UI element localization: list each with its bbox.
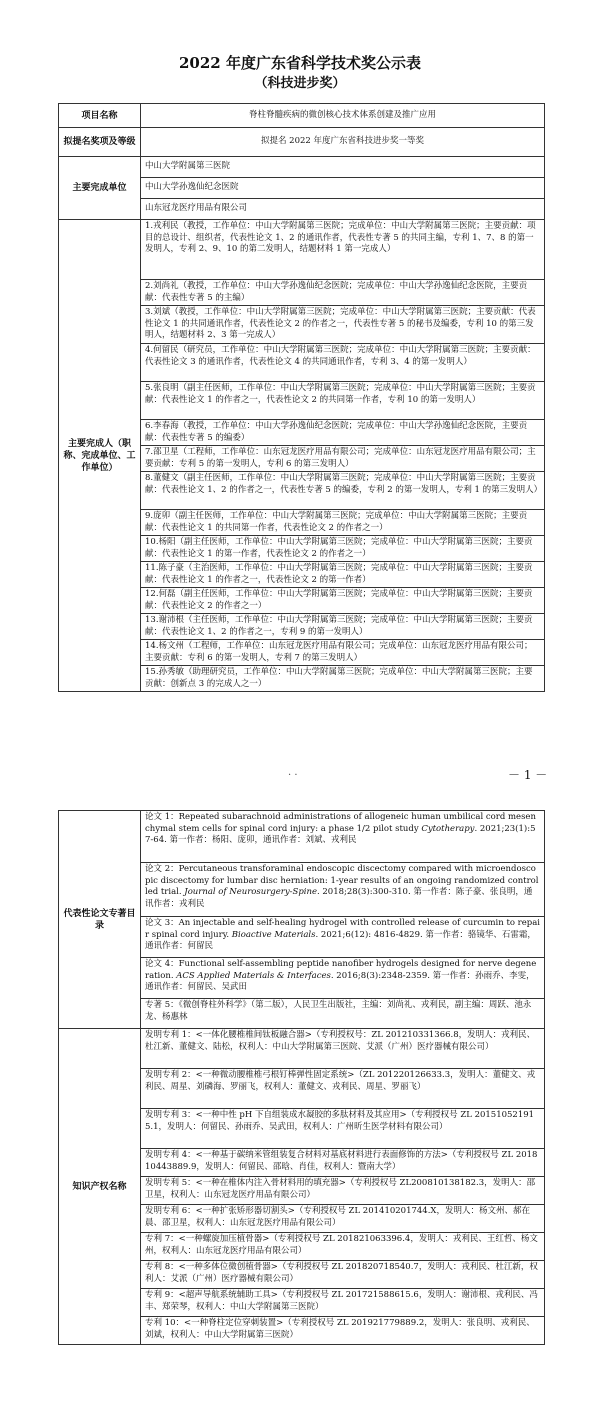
people-label: 主要完成人（职称、完成单位、工作单位） bbox=[59, 220, 141, 692]
patent-item: 发明专利 5：<一种在椎体内注入骨材料用的填充器>（专利授权号 ZL200810138182.3，发明人：邵卫星，权利人：山东冠龙医疗用品有限公司） bbox=[141, 1177, 545, 1205]
patent-item: 专利 9：<超声导航系统辅助工具>（专利授权号 ZL 201721588615.6，发明人：谢沛根、戎利民、冯丰、郑荣琴，权利人：中山大学附属第三医院） bbox=[141, 1289, 545, 1317]
person-item: 8.董健文（副主任医师，工作单位：中山大学附属第三医院；完成单位：中山大学附属第三医院；主要贡献：代表性论文 1、2 的作者之一，代表性专著 5 的编委，专利 2 的第一发明人，专利 1 的第三发明人） bbox=[141, 472, 545, 510]
person-item: 12.何磊（副主任医师，工作单位：中山大学附属第三医院；完成单位：中山大学附属第三医院；主要贡献：代表性论文 2 的作者之一） bbox=[141, 588, 545, 614]
person-item: 9.庞卯（副主任医师，工作单位：中山大学附属第三医院；完成单位：中山大学附属第三医院；主要贡献：代表性论文 1 的共同第一作者，代表性论文 2 的作者之一） bbox=[141, 510, 545, 536]
page-title: 2022 年度广东省科学技术奖公示表 bbox=[179, 54, 421, 72]
person-item: 4.何留民（研究员，工作单位：中山大学附属第三医院；完成单位：中山大学附属第三医院；主要贡献：代表性论文 3 的通讯作者，代表性论文 4 的共同通讯作者，专利 3、4 的第一发明人） bbox=[141, 344, 545, 382]
patent-item: 发明专利 3：<一种中性 pH 下自组装成水凝胶的多肽材料及其应用>（专利授权号 ZL 201510521915.1，发明人：何留民、孙雨乔、吴武田，权利人：广州昕生医学材料有限公司） bbox=[141, 1109, 545, 1149]
award-label: 拟提名奖项及等级 bbox=[59, 128, 141, 157]
paper-item: 论文 1：Repeated subarachnoid administrations of allogeneic human umbilical cord mesenchymal stem cells for spinal cord injury: a phase 1/2 pilot study Cytotherapy. 2021;23(1):57-64. 第一作者：杨阳、庞卯，通讯作者：刘斌、戎利民 bbox=[141, 811, 545, 863]
patent-item: 专利 10：<一种脊柱定位穿刺装置>（专利授权号 ZL 201921779889.2，发明人：张良明、戎利民、刘斌，权利人：中山大学附属第三医院） bbox=[141, 1317, 545, 1345]
person-item: 6.李春海（教授，工作单位：中山大学孙逸仙纪念医院；完成单位：中山大学孙逸仙纪念医院，主要贡献：代表性专著 5 的编委） bbox=[141, 420, 545, 446]
paper-item: 专著 5：《微创脊柱外科学》（第二版），人民卫生出版社，主编：刘尚礼、戎利民，副主编：周跃、池永龙、杨惠林 bbox=[141, 999, 545, 1029]
person-item: 3.刘斌（教授，工作单位：中山大学附属第三医院；完成单位：中山大学附属第三医院；主要贡献：代表性论文 1 的共同通讯作者，代表性论文 2 的作者之一，代表性专著 5 的秘书及编委，专利 10 的第三发明人，结题材料 2、3 第一完成人） bbox=[141, 306, 545, 344]
person-item: 10.杨阳（副主任医师，工作单位：中山大学附属第三医院；完成单位：中山大学附属第三医院；主要贡献：代表性论文 1 的第一作者，代表性论文 2 的作者之一） bbox=[141, 536, 545, 562]
unit-item: 山东冠龙医疗用品有限公司 bbox=[141, 199, 545, 220]
award-table-part1 bbox=[58, 103, 545, 692]
patent-item: 发明专利 2：<一种微动腰椎椎弓根钉棒弹性固定系统>（ZL 201220126633.3，发明人：董健文、戎利民、周星、刘磷海、罗丽飞，权利人：董健文、戎利民、周星、罗丽飞） bbox=[141, 1069, 545, 1109]
person-item: 14.杨文州（工程师，工作单位：山东冠龙医疗用品有限公司；完成单位：山东冠龙医疗用品有限公司；主要贡献：专利 6 的第一发明人，专利 7 的第三发明人） bbox=[141, 640, 545, 666]
person-item: 11.陈子豪（主治医师，工作单位：中山大学附属第三医院；完成单位：中山大学附属第三医院；主要贡献：代表性论文 1 的作者之一，代表性论文 2 的第一作者） bbox=[141, 562, 545, 588]
page-subtitle: （科技进步奖） bbox=[254, 76, 346, 91]
patent-item: 发明专利 4：<一种基于碳纳米管组装复合材料对基底材料进行表面修饰的方法>（专利授权号 ZL 201810443889.9，发明人：何留民、邵晗、肖佳，权利人：暨南大学） bbox=[141, 1149, 545, 1177]
person-item: 5.张良明（副主任医师，工作单位：中山大学附属第三医院；完成单位：中山大学附属第三医院；主要贡献：代表性论文 1 的作者之一，代表性论文 2 的共同第一作者，专利 10 的第一发明人） bbox=[141, 382, 545, 420]
patent-item: 发明专利 6：<一种扩张矫形器切割头>（专利授权号 ZL 201410201744.X，发明人：杨文州、郝在晨、邵卫星，权利人：山东冠龙医疗用品有限公司） bbox=[141, 1205, 545, 1233]
patents-label: 知识产权名称 bbox=[59, 1029, 141, 1345]
person-item: 1.戎利民（教授，工作单位：中山大学附属第三医院；完成单位：中山大学附属第三医院；主要贡献：项目的总设计、组织者，代表性论文 1、2 的通讯作者，代表性专著 5 的共同主编，专利 1、7、8 的第一发明人，专利 2、9、10 的第二发明人，结题材料 1 第一完成人） bbox=[141, 220, 545, 280]
unit-item: 中山大学附属第三医院 bbox=[141, 157, 545, 178]
paper-item: 论文 2：Percutaneous transforaminal endoscopic discectomy compared with microendoscopic discectomy for lumbar disc herniation: 1-year results of an ongoing randomized controlled trial. Journal of Neurosurgery-Spine. 2018;28(3):300-310. 第一作者：陈子豪、张良明，通讯作者：戎利民 bbox=[141, 863, 545, 917]
paper-item: 论文 4：Functional self-assembling peptide nanofiber hydrogels designed for nerve degeneration. ACS Applied Materials & Interfaces. 2016;8(3):2348-2359. 第一作者：孙雨乔、李雯，通讯作者：何留民、吴武田 bbox=[141, 958, 545, 999]
person-item: 7.邵卫星（工程师，工作单位：山东冠龙医疗用品有限公司；完成单位：山东冠龙医疗用品有限公司；主要贡献：专利 5 的第一发明人，专利 6 的第三发明人） bbox=[141, 446, 545, 472]
award-value: 拟提名 2022 年度广东省科技进步奖一等奖 bbox=[141, 128, 545, 157]
paper-item: 论文 3：An injectable and self-healing hydrogel with controlled release of curcumin to repair spinal cord injury. Bioactive Materials. 2021;6(12): 4816-4829. 第一作者：骆镜华、石雷霜，通讯作者：何留民 bbox=[141, 917, 545, 958]
person-item: 13.谢沛根（主任医师，工作单位：中山大学附属第三医院；完成单位：中山大学附属第三医院；主要贡献：代表性论文 1、2 的作者之一，专利 9 的第一发明人） bbox=[141, 614, 545, 640]
patent-item: 专利 7：<一种螺旋加压植骨器>（专利授权号 ZL 201821063396.4，发明人：戎利民、王红哲、杨文州，权利人：山东冠龙医疗用品有限公司） bbox=[141, 1233, 545, 1261]
person-item: 2.刘尚礼（教授，工作单位：中山大学孙逸仙纪念医院；完成单位：中山大学孙逸仙纪念医院，主要贡献：代表性专著 5 的主编） bbox=[141, 280, 545, 306]
unit-item: 中山大学孙逸仙纪念医院 bbox=[141, 178, 545, 199]
patent-item: 专利 8：<一种多体位微创植骨器>（专利授权号 ZL 201820718540.7，发明人：戎利民、杜江新，权利人：艾派（广州）医疗器械有限公司） bbox=[141, 1261, 545, 1289]
person-item: 15.孙秀敏（助理研究员，工作单位：中山大学附属第三医院；完成单位：中山大学附属第三医院；主要贡献：创新点 3 的完成人之一） bbox=[141, 666, 545, 692]
project-label: 项目名称 bbox=[59, 104, 141, 128]
patent-item: 发明专利 1：<一体化腰椎椎间钛板融合器>（专利授权号：ZL 201210331366.8，发明人：戎利民、杜江新、董健文、陆松，权利人：中山大学附属第三医院、艾派（广州）医疗器械有限公司） bbox=[141, 1029, 545, 1069]
units-label: 主要完成单位 bbox=[59, 157, 141, 220]
award-table-part2 bbox=[58, 810, 545, 1345]
papers-label: 代表性论文专著目录 bbox=[59, 811, 141, 1029]
project-name: 脊柱脊髓疾病的微创核心技术体系创建及推广应用 bbox=[141, 104, 545, 128]
page-break-dots: · · bbox=[288, 770, 298, 781]
page-number: － 1 － bbox=[508, 768, 548, 782]
